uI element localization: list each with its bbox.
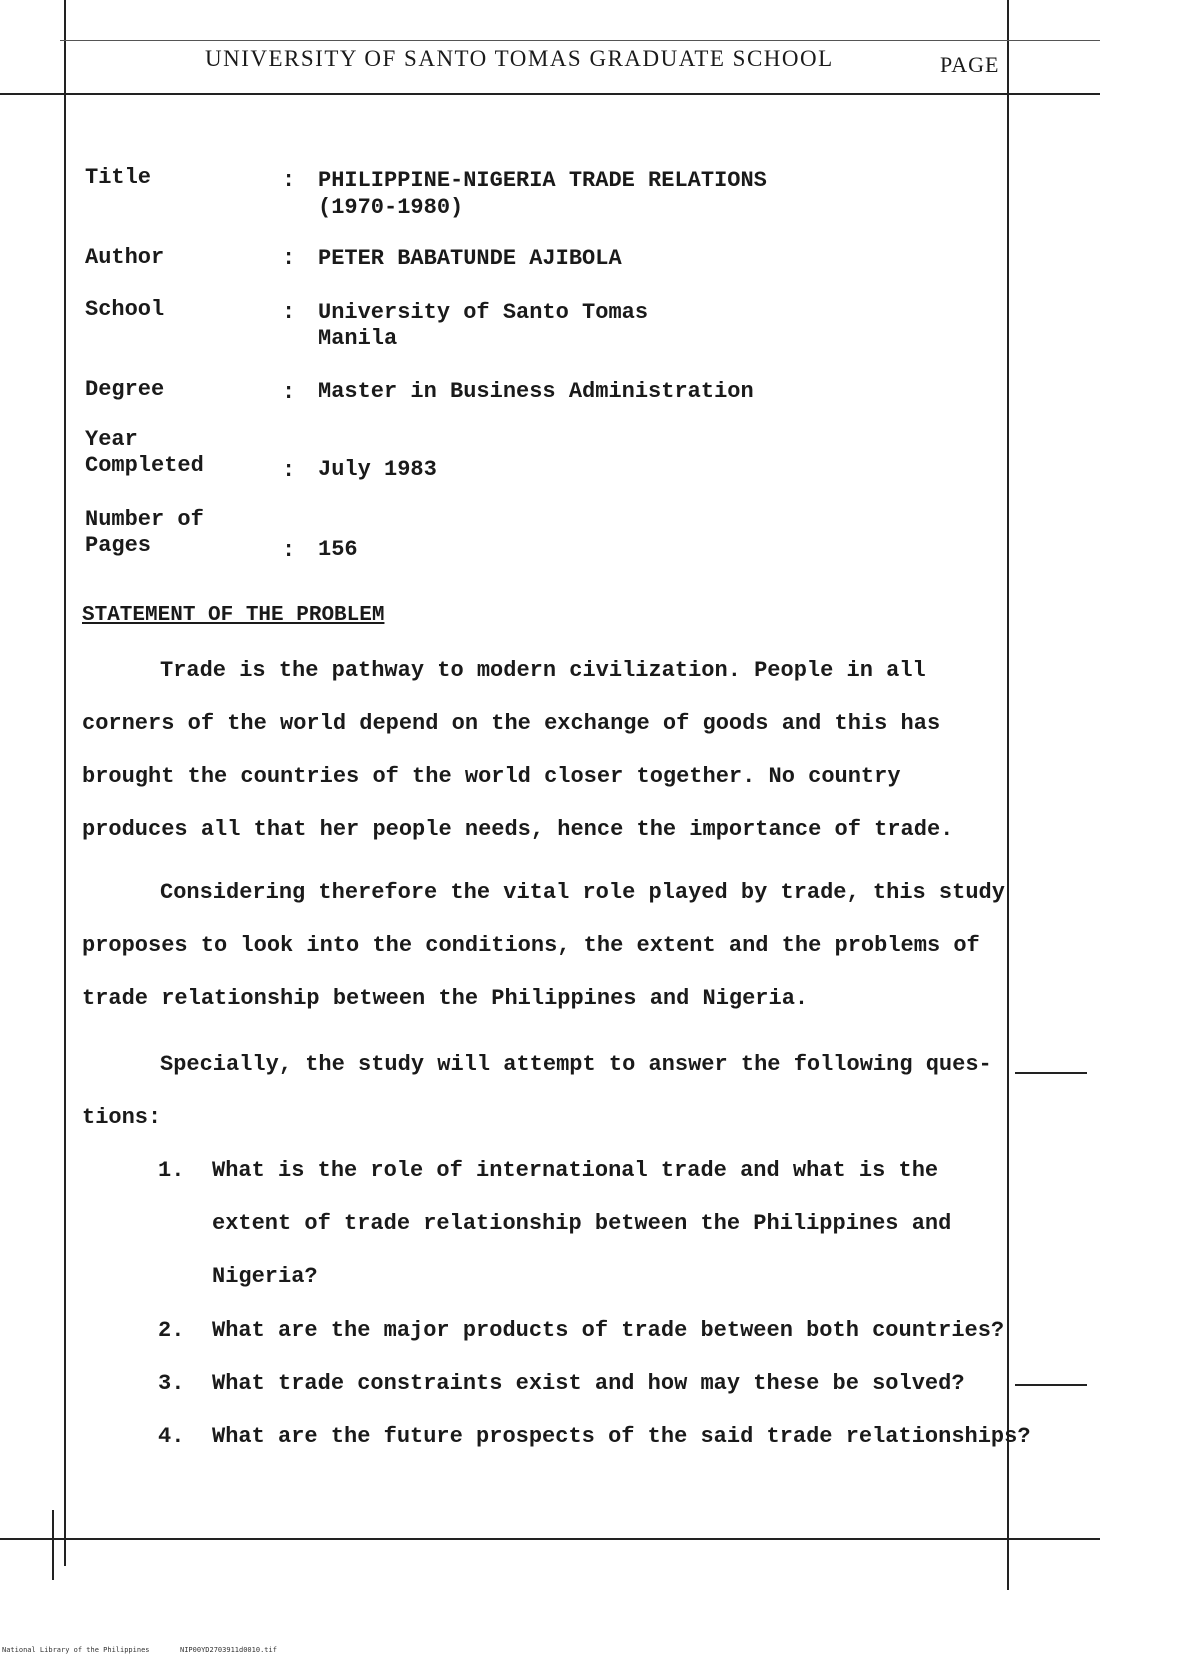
- title-value-line1: PHILIPPINE-NIGERIA TRADE RELATIONS: [318, 168, 767, 193]
- bottom-border-line: [0, 1538, 1100, 1540]
- question-line: What trade constraints exist and how may these be solved?: [212, 1371, 965, 1396]
- title-colon: :: [282, 168, 296, 193]
- school-label: School: [85, 297, 165, 322]
- degree-colon: :: [282, 380, 296, 405]
- year-label-line2: Completed: [85, 453, 204, 478]
- school-value-line2: Manila: [318, 326, 398, 351]
- question-number: 2.: [158, 1318, 185, 1343]
- paragraph-line: Trade is the pathway to modern civilization. People in all: [160, 658, 926, 683]
- year-label-line1: Year: [85, 427, 138, 452]
- header-page-label: PAGE: [940, 52, 1000, 77]
- paragraph-line: brought the countries of the world closer together. No country: [82, 764, 901, 789]
- paragraph-line: tions:: [82, 1105, 162, 1130]
- author-colon: :: [282, 246, 296, 271]
- margin-mark-1: [1015, 1072, 1087, 1074]
- school-colon: :: [282, 300, 296, 325]
- margin-mark-2: [1015, 1384, 1087, 1386]
- header-title: UNIVERSITY OF SANTO TOMAS GRADUATE SCHOOL: [205, 46, 834, 71]
- degree-label: Degree: [85, 377, 165, 402]
- left-border-line: [64, 0, 66, 1566]
- paragraph-line: corners of the world depend on the exchange of goods and this has: [82, 711, 941, 736]
- question-line: extent of trade relationship between the Philippines and: [212, 1211, 952, 1236]
- question-line: Nigeria?: [212, 1264, 318, 1289]
- degree-value: Master in Business Administration: [318, 379, 754, 404]
- paragraph-line: Considering therefore the vital role played by trade, this study: [160, 880, 1005, 905]
- title-value-line2: (1970-1980): [318, 195, 464, 220]
- paragraph-line: produces all that her people needs, hence the importance of trade.: [82, 817, 954, 842]
- question-line: What is the role of international trade and what is the: [212, 1158, 939, 1183]
- school-value-line1: University of Santo Tomas: [318, 300, 649, 325]
- pages-label-line2: Pages: [85, 533, 152, 558]
- year-value: July 1983: [318, 457, 437, 482]
- left-outer-line: [52, 1510, 54, 1580]
- author-value: PETER BABATUNDE AJIBOLA: [318, 246, 622, 271]
- pages-value: 156: [318, 537, 358, 562]
- question-line: What are the major products of trade between both countries?: [212, 1318, 1005, 1343]
- question-number: 1.: [158, 1158, 185, 1183]
- pages-label-line1: Number of: [85, 507, 204, 532]
- question-number: 3.: [158, 1371, 185, 1396]
- top-border-line: [0, 93, 1100, 95]
- paragraph-line: Specially, the study will attempt to answer the following ques-: [160, 1052, 992, 1077]
- paragraph-line: proposes to look into the conditions, the extent and the problems of: [82, 933, 980, 958]
- question-line: What are the future prospects of the said trade relationships?: [212, 1424, 1031, 1449]
- paragraph-line: trade relationship between the Philippines and Nigeria.: [82, 986, 809, 1011]
- section-heading: STATEMENT OF THE PROBLEM: [82, 604, 385, 627]
- right-border-line: [1007, 0, 1009, 1590]
- pages-colon: :: [282, 538, 296, 563]
- footer-file-code: NIP00YD2703911d0010.tif: [180, 1646, 277, 1654]
- top-thin-line: [60, 40, 1100, 41]
- author-label: Author: [85, 245, 165, 270]
- question-number: 4.: [158, 1424, 185, 1449]
- footer-library-caption: National Library of the Philippines: [2, 1646, 150, 1654]
- title-label: Title: [85, 165, 152, 190]
- year-colon: :: [282, 458, 296, 483]
